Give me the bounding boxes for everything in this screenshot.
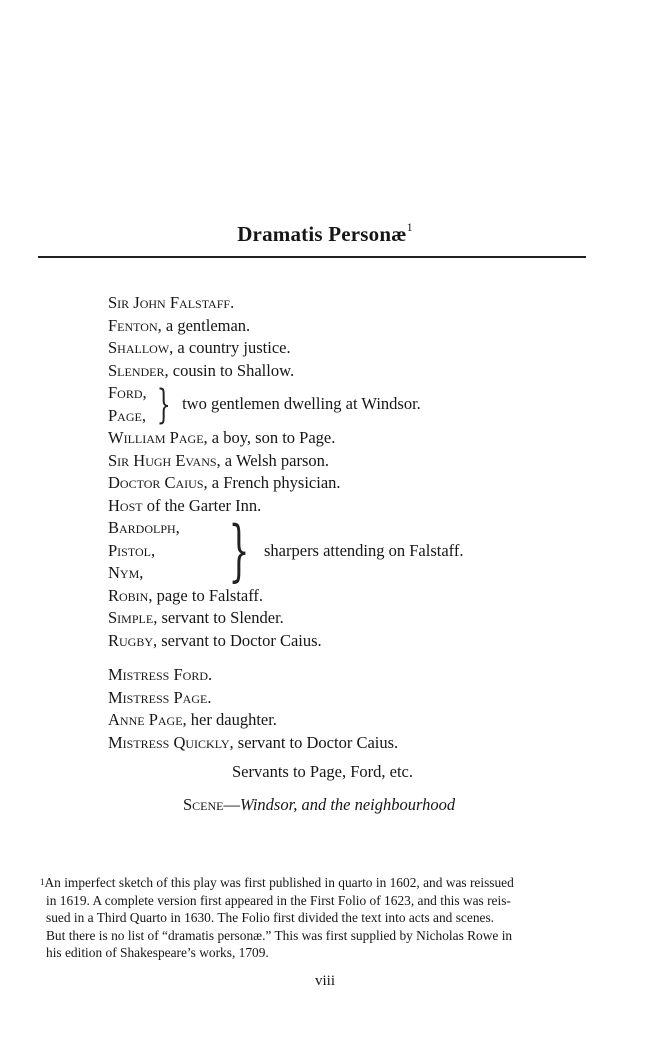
group-description: sharpers attending on Falstaff. xyxy=(264,540,464,560)
page-number: viii xyxy=(314,973,335,989)
cast-group-sharpers xyxy=(108,511,464,589)
character-description: , a boy, son to Page. xyxy=(203,428,336,447)
group-names xyxy=(108,382,147,427)
character-description: , servant to Doctor Caius. xyxy=(153,630,322,650)
scene-setting: Windsor, and the neighbourhood xyxy=(240,795,456,814)
cast-group-ford-page xyxy=(108,382,463,427)
character-name: Pistol, xyxy=(108,540,156,560)
footnote-line: his edition of Shakespeare’s works, 1709. xyxy=(46,945,269,961)
cast-entry xyxy=(108,292,463,315)
cast-entry xyxy=(108,709,463,732)
character-name: Robin xyxy=(108,585,149,605)
cast-entry xyxy=(108,495,463,518)
page-title xyxy=(0,222,650,247)
footnote xyxy=(40,874,588,962)
title-text: Dramatis Personæ xyxy=(237,222,407,246)
cast-entry xyxy=(108,450,463,473)
character-description: , a country justice. xyxy=(169,338,291,357)
servants-line: Servants to Page, Ford, etc. xyxy=(232,762,414,781)
character-name: Slender xyxy=(108,360,165,380)
character-name: Host xyxy=(108,495,143,515)
character-description: , servant to Doctor Caius. xyxy=(229,732,399,752)
character-name: Rugby xyxy=(108,630,154,650)
footnote-text: An imperfect sketch of this play was first published in quarto in 1602, and was reissued xyxy=(44,875,514,890)
footnote-reference: 1 xyxy=(406,220,413,234)
character-description: , cousin to Shallow. xyxy=(164,360,295,380)
footnote-line xyxy=(40,874,588,892)
cast-entry xyxy=(108,315,463,338)
scene-dash: — xyxy=(223,795,241,814)
character-name: Mistress Page xyxy=(108,687,208,707)
character-description: , a Welsh parson. xyxy=(216,450,330,470)
cast-entry xyxy=(108,337,463,360)
character-name: Doctor Caius xyxy=(108,473,204,492)
character-name: Ford, xyxy=(108,383,147,402)
character-name: William Page xyxy=(108,428,204,447)
character-description: , a French physician. xyxy=(203,473,341,492)
character-name: Simple xyxy=(108,608,154,627)
cast-entry xyxy=(108,585,463,608)
cast-entry xyxy=(108,732,463,755)
character-name: Fenton xyxy=(108,315,158,335)
cast-list xyxy=(108,292,463,754)
title-rule xyxy=(38,256,586,258)
character-name: Shallow xyxy=(108,338,170,357)
footnote-line: But there is no list of “dramatis personæ.” This was first supplied by Nicholas Rowe in xyxy=(46,927,513,943)
cast-entry xyxy=(108,664,463,687)
character-description: . xyxy=(207,687,212,707)
character-description: , servant to Slender. xyxy=(153,608,284,627)
character-description: . xyxy=(208,665,213,684)
footnote-line: in 1619. A complete version first appeared in the First Folio of 1623, and this was reis- xyxy=(46,892,511,908)
cast-entry xyxy=(108,607,463,630)
character-name: Bardolph, xyxy=(108,518,180,537)
character-name: Nym, xyxy=(108,563,144,582)
cast-entry xyxy=(108,630,463,653)
character-name: Sir Hugh Evans xyxy=(108,450,217,470)
character-name: Mistress Ford xyxy=(108,665,208,684)
footnote-marker: 1 xyxy=(40,877,45,887)
character-description: , her daughter. xyxy=(182,710,277,729)
right-brace-icon: } xyxy=(228,511,250,589)
character-name: Anne Page xyxy=(108,710,183,729)
character-description: . xyxy=(230,293,235,312)
cast-entry xyxy=(108,687,463,710)
character-name: Mistress Quickly xyxy=(108,732,230,752)
character-description: , a gentleman. xyxy=(157,315,251,335)
group-description: two gentlemen dwelling at Windsor. xyxy=(182,394,421,414)
character-description: , page to Falstaff. xyxy=(148,585,264,605)
footnote-line: sued in a Third Quarto in 1630. The Folio first divided the text into acts and scenes. xyxy=(46,910,495,926)
scene-line xyxy=(183,795,455,815)
character-description: of the Garter Inn. xyxy=(142,495,262,515)
character-name: Sir John Falstaff xyxy=(108,293,231,312)
character-name: Page, xyxy=(108,405,146,425)
group-names xyxy=(108,517,220,585)
cast-entry xyxy=(108,360,463,383)
cast-entry xyxy=(108,427,463,450)
right-brace-icon: } xyxy=(156,381,171,428)
cast-entry xyxy=(108,472,463,495)
scene-label: Scene xyxy=(183,795,224,814)
section-gap xyxy=(108,652,463,664)
